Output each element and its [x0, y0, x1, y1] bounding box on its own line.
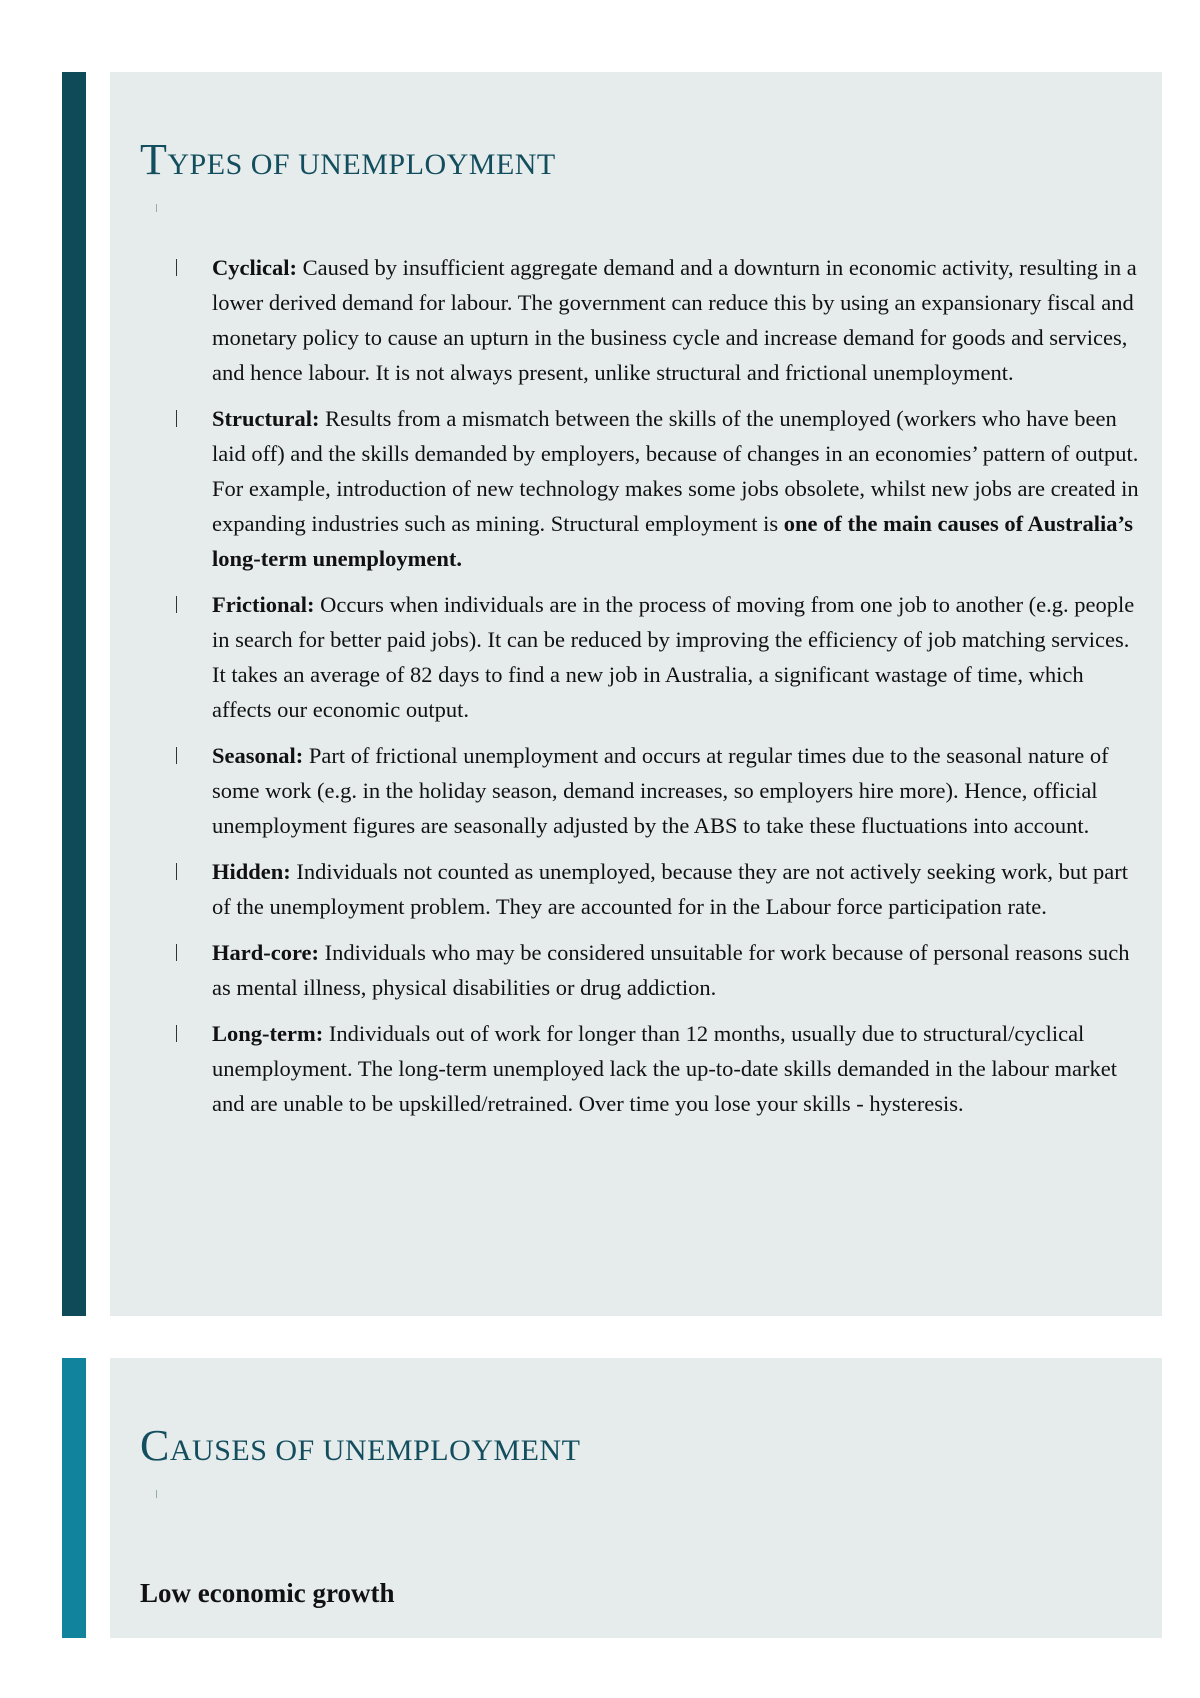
bullet-marker: [176, 1025, 177, 1042]
bullet-marker: [176, 747, 177, 764]
bullet-marker: [176, 259, 177, 276]
term-label: Hard-core:: [212, 940, 320, 965]
term-label: Hidden:: [212, 859, 291, 884]
section-heading: TYPES OF UNEMPLOYMENT: [140, 135, 556, 184]
term-description: Occurs when individuals are in the process of moving from one job to another (e.g. people in search for better paid jobs). It can be reduced by improving the efficiency of job matching services. It takes an average of 82 days to find a new job in Australia, a significant wastage of time, which affects our economic output.: [212, 592, 1135, 722]
section-accent-bar: [62, 72, 86, 1316]
bullet-marker: [176, 410, 177, 427]
list-item: [212, 587, 1142, 727]
term-description: Individuals out of work for longer than 12 months, usually due to structural/cyclical unemployment. The long-term unemployed lack the up-to-date skills demanded in the labour market and are unable to be upskilled/retrained. Over time you lose your skills - hysteresis.: [212, 1021, 1117, 1116]
heading-marker: [156, 1490, 157, 1498]
term-description: Results from a mismatch between the skills of the unemployed (workers who have been laid off) and the skills demanded by employers, because of changes in an economies’ pattern of output. For example, introduction of new technology makes some jobs obsolete, whilst new jobs are created in expanding industries such as mining. Structural employment is: [212, 406, 1139, 536]
term-description: Caused by insufficient aggregate demand and a downturn in economic activity, resulting in a lower derived demand for labour. The government can reduce this by using an expansionary fiscal and monetary policy to cause an upturn in the business cycle and increase demand for goods and services, and hence labour. It is not always present, unlike structural and frictional unemployment.: [212, 255, 1137, 385]
list-item: [212, 854, 1142, 924]
term-description: Individuals who may be considered unsuitable for work because of personal reasons such as mental illness, physical disabilities or drug addiction.: [212, 940, 1130, 1000]
list-item: [212, 1016, 1142, 1121]
list-item: [212, 935, 1142, 1005]
section-heading: CAUSES OF UNEMPLOYMENT: [140, 1421, 581, 1470]
term-label: Long-term:: [212, 1021, 324, 1046]
causes-of-unemployment-panel: [110, 1358, 1162, 1638]
list-item: [212, 401, 1142, 576]
bullet-marker: [176, 863, 177, 880]
unemployment-types-list: [212, 250, 1142, 1132]
section-accent-bar: [62, 1358, 86, 1638]
heading-marker: [156, 204, 157, 212]
subheading: Low economic growth: [140, 1578, 395, 1608]
term-label: Structural:: [212, 406, 320, 431]
term-description: Individuals not counted as unemployed, because they are not actively seeking work, but part of the unemployment problem. They are accounted for in the Labour force participation rate.: [212, 859, 1129, 919]
bullet-marker: [176, 944, 177, 961]
emphasis-text: one of the main causes of Australia’s long-term unemployment.: [212, 511, 1133, 571]
term-label: Frictional:: [212, 592, 315, 617]
term-label: Cyclical:: [212, 255, 297, 280]
list-item: [212, 250, 1142, 390]
list-item: [212, 738, 1142, 843]
term-label: Seasonal:: [212, 743, 304, 768]
types-of-unemployment-panel: [110, 72, 1162, 1316]
term-description: Part of frictional unemployment and occurs at regular times due to the seasonal nature of some work (e.g. in the holiday season, demand increases, so employers hire more). Hence, official unemployment figures are seasonally adjusted by the ABS to take these fluctuations into account.: [212, 743, 1109, 838]
bullet-marker: [176, 596, 177, 613]
